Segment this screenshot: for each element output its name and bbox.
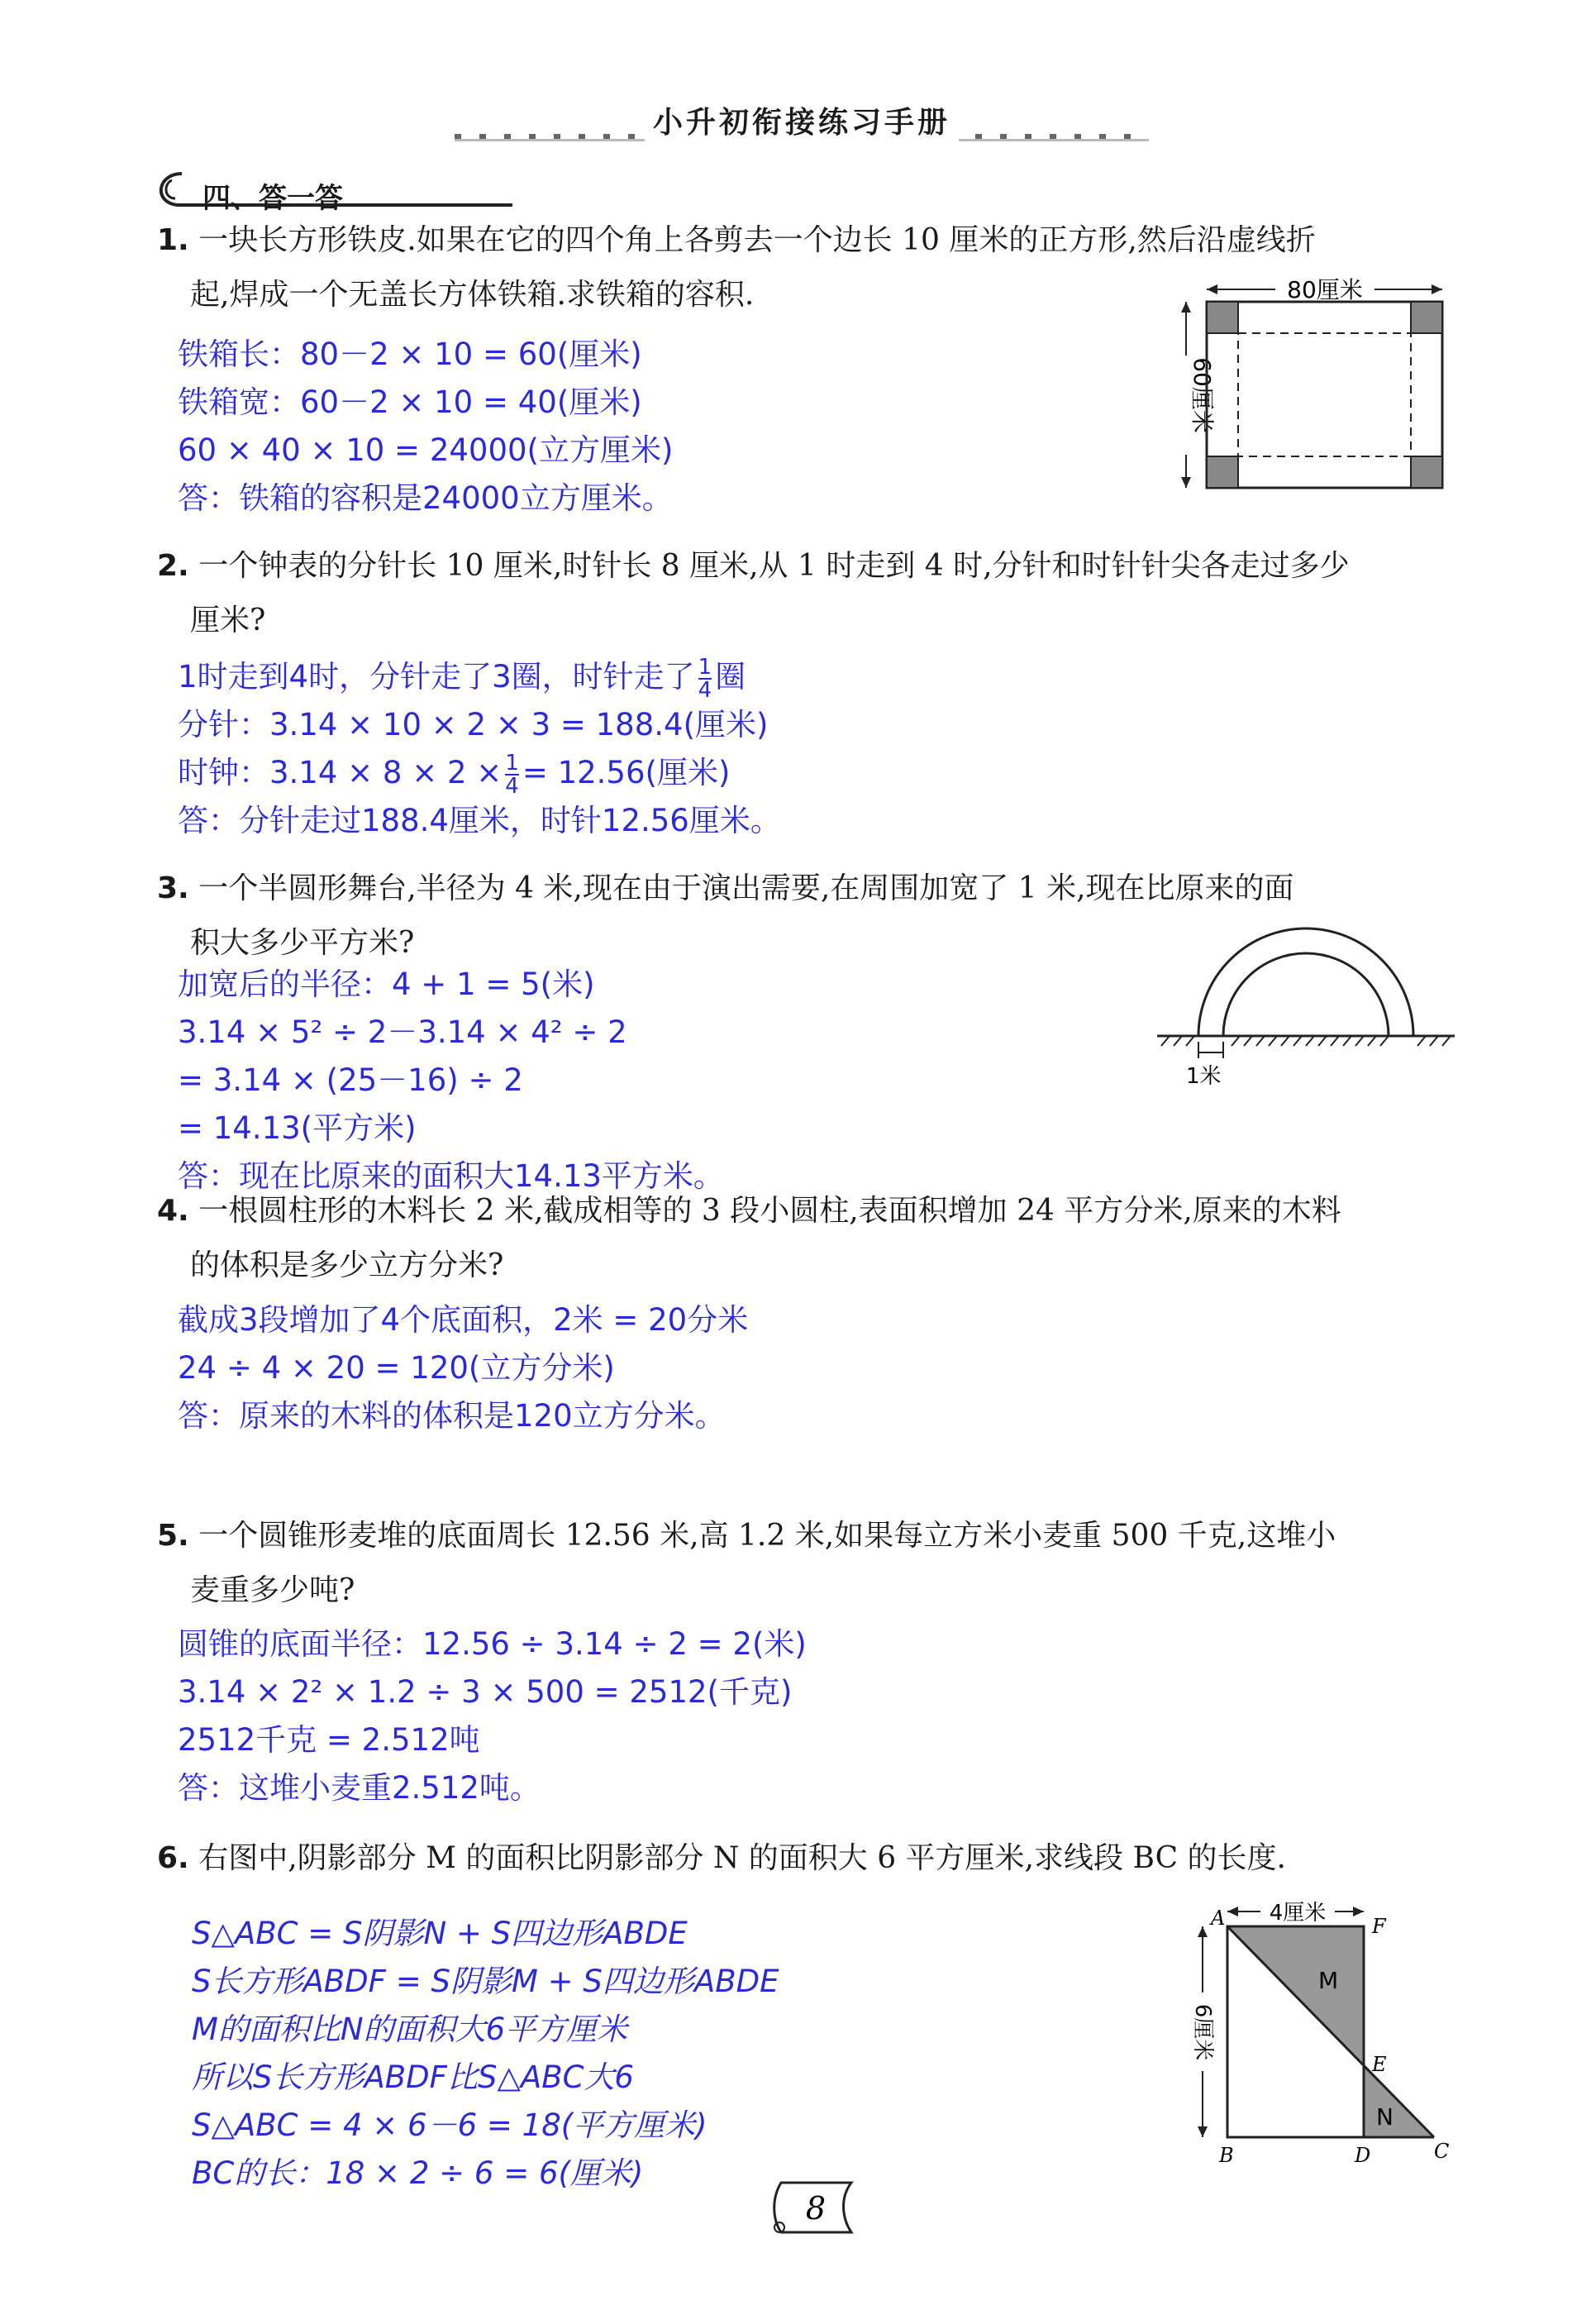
answer-line: 答：分针走过188.4厘米，时针12.56厘米。 [178, 803, 781, 838]
answer-1 [178, 331, 673, 523]
point-label-d: D [1355, 2144, 1371, 2166]
question-5 [157, 1509, 1336, 1618]
page-header [455, 98, 1149, 147]
answer-text: 1时走到4时，分针走了3圈，时针走了 [178, 659, 695, 694]
question-text: 一个圆锥形麦堆的底面周长 12.56 米,高 1.2 米,如果每立方米小麦重 500 千克,这堆小 [198, 1519, 1336, 1553]
fraction-denominator: 4 [505, 773, 519, 799]
figure-semicircle-stage [1153, 914, 1459, 1095]
point-label-f: F [1372, 1915, 1386, 1938]
answer-line: 加宽后的半径：4 + 1 = 5(米) [178, 966, 595, 1002]
question-6 [157, 1831, 1286, 1886]
fraction-denominator: 4 [698, 677, 712, 703]
answer-6 [192, 1910, 779, 2198]
question-1 [157, 213, 1316, 322]
answer-line [178, 749, 781, 797]
answer-text: = 12.56(厘米) [522, 755, 731, 790]
region-label-m: M [1318, 1967, 1339, 1994]
answer-text: 圈 [715, 659, 746, 694]
answer-line [178, 653, 781, 701]
question-text: 的体积是多少立方分米? [190, 1248, 504, 1282]
answer-line: 答：铁箱的容积是24000立方厘米。 [178, 480, 673, 516]
question-text: 积大多少平方米? [190, 926, 415, 960]
figure-label-width: 80厘米 [1287, 276, 1363, 303]
answer-line: 铁箱宽：60－2 × 10 = 40(厘米) [178, 384, 642, 420]
answer-line: 所以S长方形ABDF比S△ABC大6 [192, 2059, 634, 2095]
question-text: 厘米? [190, 604, 266, 637]
question-text: 一根圆柱形的木料长 2 米,截成相等的 3 段小圆柱,表面积增加 24 平方分米,原来的木料 [198, 1194, 1341, 1228]
answer-line: 答：现在比原来的面积大14.13平方米。 [178, 1158, 724, 1194]
question-number: 1. [157, 223, 189, 257]
answer-2 [178, 653, 781, 845]
answer-line: 分针：3.14 × 10 × 2 × 3 = 188.4(厘米) [178, 707, 769, 742]
point-label-a: A [1211, 1907, 1226, 1930]
fraction-numerator: 1 [505, 750, 519, 776]
question-3 [157, 861, 1294, 971]
answer-line: 24 ÷ 4 × 20 = 120(立方分米) [178, 1350, 615, 1386]
fraction [698, 656, 712, 701]
answer-line: 3.14 × 5² ÷ 2－3.14 × 4² ÷ 2 [178, 1014, 627, 1050]
question-text: 麦重多少吨? [190, 1573, 355, 1607]
answer-line: 铁箱长：80－2 × 10 = 60(厘米) [178, 336, 642, 372]
question-number: 3. [157, 871, 189, 905]
figure-iron-sheet [1178, 273, 1451, 496]
answer-line: 60 × 40 × 10 = 24000(立方厘米) [178, 432, 674, 468]
question-text: 右图中,阴影部分 M 的面积比阴影部分 N 的面积大 6 平方厘米,求线段 BC 的长度. [198, 1841, 1286, 1875]
question-2 [157, 539, 1350, 648]
answer-line: = 14.13(平方米) [178, 1110, 417, 1146]
question-number: 4. [157, 1194, 189, 1228]
figure-rectangle-triangle [1178, 1893, 1459, 2166]
region-label-n: N [1376, 2103, 1394, 2131]
figure-label-height: 6厘米 [1190, 2003, 1215, 2061]
page-number-scroll [765, 2174, 864, 2241]
question-text: 一块长方形铁皮.如果在它的四个角上各剪去一个边长 10 厘米的正方形,然后沿虚线折 [198, 223, 1316, 257]
figure-label-width: 4厘米 [1269, 1901, 1327, 1926]
figure-label-height: 60厘米 [1189, 357, 1216, 433]
answer-line: S△ABC = 4 × 6－6 = 18(平方厘米) [192, 2107, 707, 2143]
question-text: 起,焊成一个无盖长方体铁箱.求铁箱的容积. [190, 278, 755, 312]
point-label-b: B [1219, 2144, 1234, 2166]
answer-3 [178, 961, 724, 1200]
fraction [505, 752, 519, 797]
point-label-c: C [1434, 2140, 1450, 2163]
answer-line: M的面积比N的面积大6平方厘米 [192, 2012, 628, 2047]
answer-line: = 3.14 × (25－16) ÷ 2 [178, 1062, 523, 1098]
point-label-e: E [1372, 2053, 1387, 2076]
answer-line: S△ABC = S阴影N + S四边形ABDE [192, 1916, 688, 1951]
answer-line: 答：原来的木料的体积是120立方分米。 [178, 1398, 726, 1434]
answer-4 [178, 1296, 748, 1440]
question-number: 2. [157, 549, 189, 583]
section-title: 四、答一答 [202, 182, 343, 215]
answer-line: 截成3段增加了4个底面积，2米 = 20分米 [178, 1302, 749, 1338]
page-number: 8 [805, 2190, 827, 2226]
answer-line: 2512千克 = 2.512吨 [178, 1722, 480, 1758]
figure-label-width: 1米 [1186, 1064, 1222, 1089]
question-4 [157, 1184, 1341, 1293]
question-number: 5. [157, 1519, 189, 1553]
header-title: 小升初衔接练习手册 [645, 99, 959, 141]
question-number: 6. [157, 1841, 189, 1875]
answer-text: 时钟：3.14 × 8 × 2 × [178, 755, 503, 790]
answer-line: 答：这堆小麦重2.512吨。 [178, 1770, 541, 1806]
question-text: 一个半圆形舞台,半径为 4 米,现在由于演出需要,在周围加宽了 1 米,现在比原来的面 [198, 871, 1294, 905]
fraction-numerator: 1 [698, 654, 712, 680]
answer-line: BC的长：18 × 2 ÷ 6 = 6(厘米) [192, 2155, 644, 2191]
answer-line: S长方形ABDF = S阴影M + S四边形ABDE [192, 1964, 779, 1999]
answer-line: 圆锥的底面半径：12.56 ÷ 3.14 ÷ 2 = 2(米) [178, 1626, 807, 1662]
answer-line: 3.14 × 2² × 1.2 ÷ 3 × 500 = 2512(千克) [178, 1674, 793, 1710]
question-text: 一个钟表的分针长 10 厘米,时针长 8 厘米,从 1 时走到 4 时,分针和时针针尖各走过多少 [198, 549, 1350, 583]
answer-5 [178, 1620, 807, 1812]
